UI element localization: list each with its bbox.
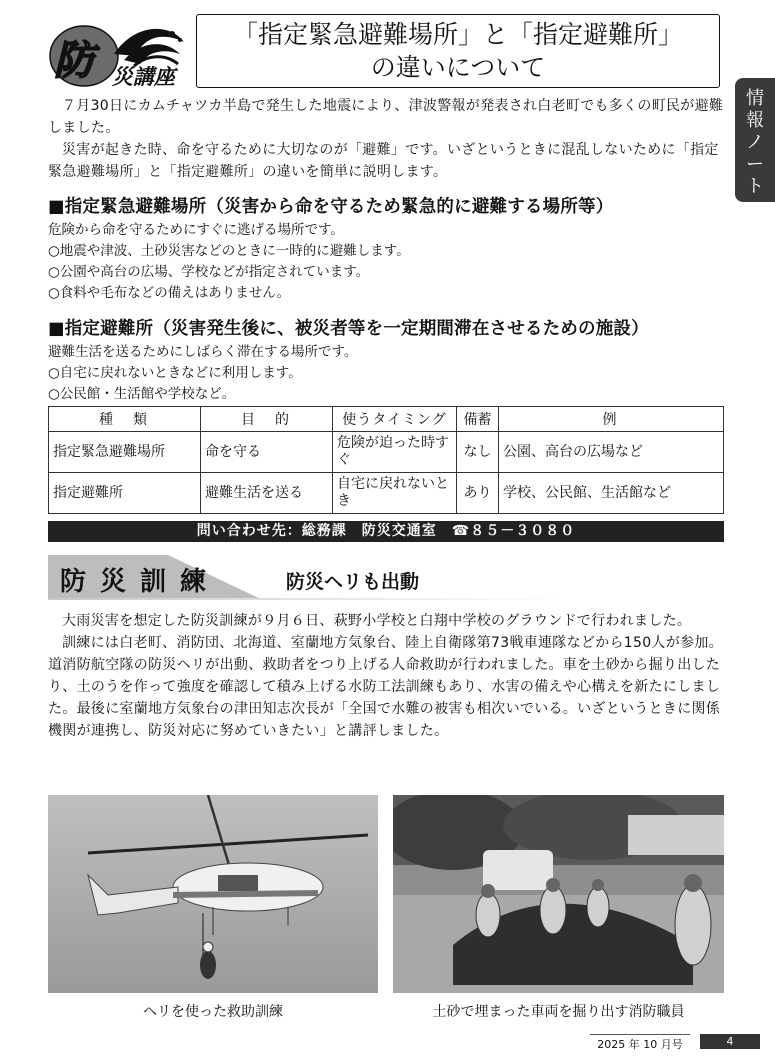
side-tab-char: ト (746, 176, 764, 197)
side-tab-char: 報 (746, 110, 764, 131)
bosai-koza-logo (44, 14, 192, 92)
table-cell: 避難生活を送る (201, 473, 333, 514)
column-header-purpose: 目 的 (201, 407, 333, 432)
table-cell: 危険が迫った時すぐ (333, 432, 457, 473)
drill-paragraph-2: 訓練には白老町、消防団、北海道、室蘭地方気象台、陸上自衛隊第73戦車連隊などから150人が参加。道消防航空隊の防災ヘリが出動、救助者をつり上げる人命救助が行われました。車を土砂から掘り出したり、土のうを作って強度を確認して積み上げる水防工法訓練もあり、水害の備えや心構えを新たにしました。最後に室蘭地方気象台の津田知志次長が「全国で水難の被害も相次いでいる。いざというときに関係機関が連携し、防災対応に努めていきたい」と講評しました。 (48, 635, 723, 739)
logo-sub-text: 災講座 (112, 65, 175, 89)
shelter-list (48, 342, 357, 405)
column-header-stock: 備蓄 (457, 407, 499, 432)
shelter-heading: ■指定避難所（災害発生後に、被災者等を一定期間滞在させるための施設） (48, 319, 649, 339)
column-header-timing: 使うタイミング (333, 407, 457, 432)
list-item: ○自宅に戻れないときなどに利用します。 (48, 365, 302, 381)
title-line-1: 「指定緊急避難場所」と「指定避難所」 (232, 20, 683, 49)
list-item: ○公園や高台の広場、学校などが指定されています。 (48, 264, 370, 280)
page-title (196, 14, 720, 88)
title-line-2: の違いについて (370, 53, 546, 82)
column-header-type: 種 類 (49, 407, 201, 432)
table-cell: 指定緊急避難場所 (49, 432, 201, 473)
list-item: 避難生活を送るためにしばらく滞在する場所です。 (48, 344, 358, 360)
list-item: 危険から命を守るためにすぐに逃げる場所です。 (48, 222, 344, 238)
table-cell: 公園、高台の広場など (499, 432, 724, 473)
digging-photo-caption: 土砂で埋まった車両を掘り出す消防職員 (432, 1004, 685, 1020)
column-header-example: 例 (499, 407, 724, 432)
side-tab-char: ー (746, 154, 764, 175)
table-row (49, 432, 724, 473)
logo-main-char: 防 (54, 38, 94, 84)
table-cell: 命を守る (201, 432, 333, 473)
table-row (49, 473, 724, 514)
intro-text (48, 95, 724, 183)
side-tab-char: 情 (746, 88, 764, 109)
table-cell: 学校、公民館、生活館など (499, 473, 724, 514)
emergency-site-list (48, 220, 410, 304)
digging-photo (393, 795, 724, 993)
table-header-row (49, 407, 724, 432)
intro-paragraph-2: 災害が起きた時、命を守るために大切なのが「避難」です。いざというときに混乱しないために「指定緊急避難場所」と「指定避難所」の違いを簡単に説明します。 (48, 142, 719, 180)
helicopter-photo-caption: ヘリを使った救助訓練 (143, 1004, 283, 1020)
side-tab-char: ノ (746, 132, 764, 153)
drill-subtitle: 防災ヘリも出動 (286, 571, 420, 593)
list-item: ○地震や津波、土砂災害などのときに一時的に避難します。 (48, 243, 410, 259)
issue-date: 2025 年 10 月号 (590, 1034, 690, 1052)
info-note-tab (735, 78, 775, 202)
table-cell: 指定避難所 (49, 473, 201, 514)
drill-title: 防災訓練 (60, 567, 221, 597)
list-item: ○公民館・生活館や学校など。 (48, 386, 236, 402)
table-cell: 自宅に戻れないとき (333, 473, 457, 514)
emergency-site-heading: ■指定緊急避難場所（災害から命を守るため緊急的に避難する場所等） (48, 197, 614, 217)
list-item: ○食料や毛布などの備えはありません。 (48, 285, 291, 301)
drill-body-text (48, 610, 724, 742)
table-cell: なし (457, 432, 499, 473)
contact-bar: 問い合わせ先：総務課 防災交通室 ☎８５－３０８０ (48, 521, 724, 542)
comparison-table (48, 406, 724, 514)
drill-paragraph-1: 大雨災害を想定した防災訓練が９月６日、萩野小学校と白翔中学校のグラウンドで行われました。 (62, 613, 692, 629)
table-cell: あり (457, 473, 499, 514)
helicopter-photo (48, 795, 378, 993)
page-number: 4 (700, 1034, 760, 1049)
intro-paragraph-1: ７月30日にカムチャツカ半島で発生した地震により、津波警報が発表され白老町でも多くの町民が避難しました。 (48, 98, 724, 136)
